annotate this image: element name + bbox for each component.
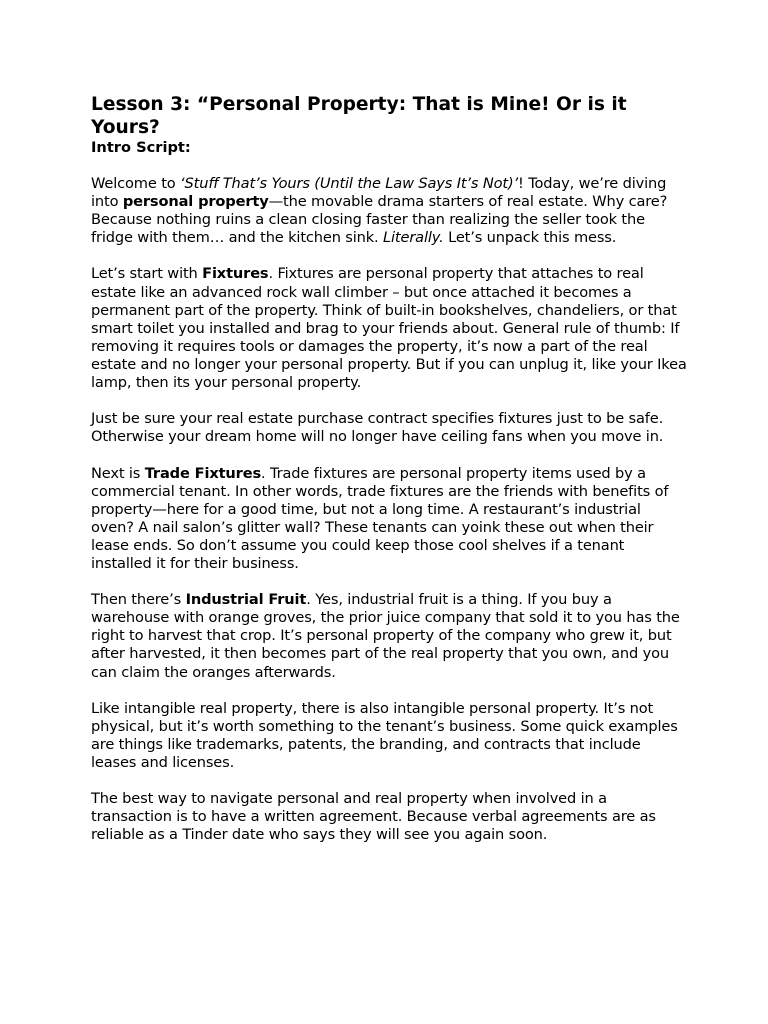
text-span: . Fixtures are personal property that attaches to real estate like an advanced rock wall climber – but once attached it becomes a permanent part of the property. Think of built-in bookshelves, chandeliers, or that smart toilet you installed and brag to your friends about. General rule of thumb: If removing it requires tools or damages the property, it’s now a part of the real estate and no longer your personal property. But if you can unplug it, like your Ikea lamp, then its your personal property. [91,265,687,392]
paragraph-contract: Just be sure your real estate purchase contract specifies fixtures just to be safe. Otherwise your dream home will no longer have ceiling fans when you move in. [91,410,664,446]
paragraph-industrial-fruit [91,591,687,681]
paragraph-written-agreement: The best way to navigate personal and real property when involved in a transaction is to have a written agreement. Because verbal agreements are as reliable as a Tinder date who says they will see you again soon. [91,790,656,844]
bold-term-personal-property: personal property [122,193,269,211]
text-span: —the movable drama starters of real estate. Why care? Because nothing ruins a clean closing faster than realizing the seller took the fridge with them… and the kitchen sink. [91,193,668,247]
bold-term-fixtures: Fixtures [202,265,269,283]
text-span: ! Today, we’re diving into [91,175,667,211]
text-span: Next is [91,464,145,482]
paragraph-intangible: Like intangible real property, there is also intangible personal property. It’s not physical, but it’s worth something to the tenant’s business. Some quick examples are things like trademarks, patents, the branding, and contracts that include leases and licenses. [91,699,678,771]
text-span: . Trade fixtures are personal property items used by a commercial tenant. In other words, trade fixtures are the friends with benefits of property—here for a good time, but not a long time. A restaurant’s industrial oven? A nail salon’s glitter wall? These tenants can yoink these out when their lease ends. So don’t assume you could keep those cool shelves if a tenant installed it for their business. [91,464,669,572]
intro-script-heading: Intro Script: [91,139,191,156]
lesson-title: Lesson 3: “Personal Property: That is Mine! Or is it Yours? [91,94,627,138]
text-span: . Yes, industrial fruit is a thing. If you buy a warehouse with orange groves, the prior juice company that sold it to you has the right to harvest that crop. It’s personal property of the company who grew it, but after harvested, it then becomes part of the real property that you own, and you can claim the oranges afterwards. [91,591,680,681]
italic-phrase: ‘Stuff That’s Yours (Until the Law Says It’s Not)’ [180,175,519,192]
text-span: Let’s start with [91,265,203,283]
paragraph-fixtures [91,265,687,392]
bold-term-industrial-fruit: Industrial Fruit [185,591,307,609]
paragraph-welcome [91,175,687,247]
bold-term-trade-fixtures: Trade Fixtures [144,464,261,482]
italic-literally: Literally. [383,229,444,247]
text-span: Welcome to [91,175,181,192]
paragraph-trade-fixtures [91,465,687,574]
text-span: Let’s unpack this mess. [443,229,617,247]
document-page [91,93,687,863]
text-span: Then there’s [91,591,186,609]
